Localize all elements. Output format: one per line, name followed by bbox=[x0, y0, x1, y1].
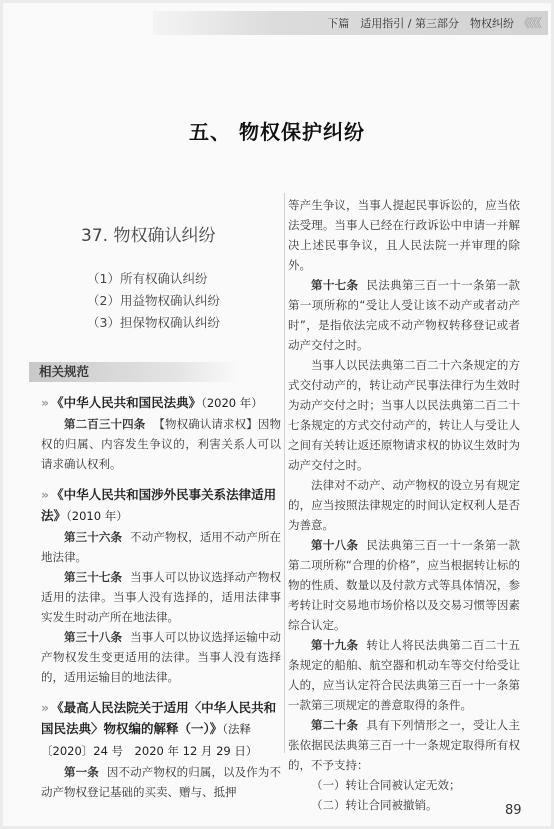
law-paragraph: 第一条 因不动产物权的归属，以及作为不动产物权登记基础的买卖、赠与、抵押 bbox=[41, 765, 282, 799]
law-title: » 《中华人民共和国民法典》（2020 年） bbox=[41, 395, 263, 410]
bullet-icon: » bbox=[41, 487, 50, 502]
book-page bbox=[3, 3, 551, 826]
law-paragraph: 当事人以民法典第二百二十六条规定的方式交付动产的，转让动产民事法律行为生效时为动产交付之时；当事人以民法典第二百二十七条规定的方式交付动产的，转让人与受让人之间有关转让返还原物请求权的协议生效时为动产交付之时。 bbox=[288, 358, 520, 472]
dispute-list bbox=[87, 268, 281, 334]
law-paragraph: 第十七条 民法典第三百一十一条第一款第一项所称的“受让人受让该不动产或者动产时”，是指依法完成不动产物权转移登记或者动产交付之时。 bbox=[288, 278, 521, 352]
law-title: » 《中华人民共和国涉外民事关系法律适用法》（2010 年） bbox=[41, 487, 277, 523]
law-block bbox=[41, 392, 281, 474]
law-title: » 《最高人民法院关于适用〈中华人民共和国民法典〉物权编的解释（一）》（法释〔2020〕24 号 2020 年 12 月 29 日） bbox=[41, 700, 277, 758]
law-paragraph: 第十九条 转让人将民法典第二百二十五条规定的船舶、航空器和机动车等交付给受让人的，应当认定符合民法典第三百一十一条第一款第三项规定的善意取得的条件。 bbox=[288, 638, 521, 712]
law-paragraph: 第二百三十四条 【物权确认请求权】因物权的归属、内容发生争议的，利害关系人可以请求确认权利。 bbox=[41, 417, 282, 471]
header-arrows-icon: 《《《《 bbox=[517, 16, 540, 30]
law-paragraph: 等产生争议，当事人提起民事诉讼的，应当依法受理。当事人已经在行政诉讼中申请一并解决上述民事争议，且人民法院一并审理的除外。 bbox=[288, 198, 520, 272]
law-paragraph: 第二十条 具有下列情形之一，受让人主张依据民法典第三百一十一条规定取得所有权的，不予支持： bbox=[288, 718, 521, 772]
law-block bbox=[41, 697, 281, 802]
page-number: 89 bbox=[505, 803, 522, 818]
header-breadcrumb: 下篇 适用指引 / 第三部分 物权纠纷 bbox=[327, 17, 514, 30]
law-paragraph: 第三十八条 当事人可以协议选择运输中动产物权发生变更适用的法律。当事人没有选择的，适用运输目的地法律。 bbox=[41, 630, 282, 684]
left-column bbox=[41, 221, 281, 802]
law-block bbox=[41, 484, 281, 687]
bullet-icon: » bbox=[41, 700, 50, 715]
subheading: 37. 物权确认纠纷 bbox=[81, 226, 216, 246]
bullet-icon: » bbox=[41, 395, 50, 410]
column-divider bbox=[284, 193, 285, 753]
list-item: （2）用益物权确认纠纷 bbox=[87, 293, 220, 308]
law-paragraph: （二）转让合同被撤销。 bbox=[311, 798, 438, 812]
law-paragraph: 第十八条 民法典第三百一十一条第一款第二项所称“合理的价格”，应当根据转让标的物的性质、数量以及付款方式等具体情况，参考转让时交易地市场价格以及交易习惯等因素综合认定。 bbox=[288, 538, 521, 632]
law-paragraph: 第三十七条 当事人可以协议选择动产物权适用的法律。当事人没有选择的，适用法律事实发生时动产所在地法律。 bbox=[41, 570, 282, 624]
law-paragraph: 第三十六条 不动产物权，适用不动产所在地法律。 bbox=[41, 530, 282, 564]
law-paragraph: （一）转让合同被认定无效； bbox=[311, 778, 461, 792]
right-column bbox=[288, 195, 520, 815]
running-header bbox=[153, 11, 548, 35]
section-title: 五、 物权保护纠纷 bbox=[189, 120, 365, 144]
norms-heading: 相关规范 bbox=[29, 362, 239, 382]
list-item: （1）所有权确认纠纷 bbox=[87, 271, 208, 286]
list-item: （3）担保物权确认纠纷 bbox=[87, 315, 220, 330]
law-paragraph: 法律对不动产、动产物权的设立另有规定的，应当按照法律规定的时间认定权利人是否为善意。 bbox=[288, 478, 520, 532]
